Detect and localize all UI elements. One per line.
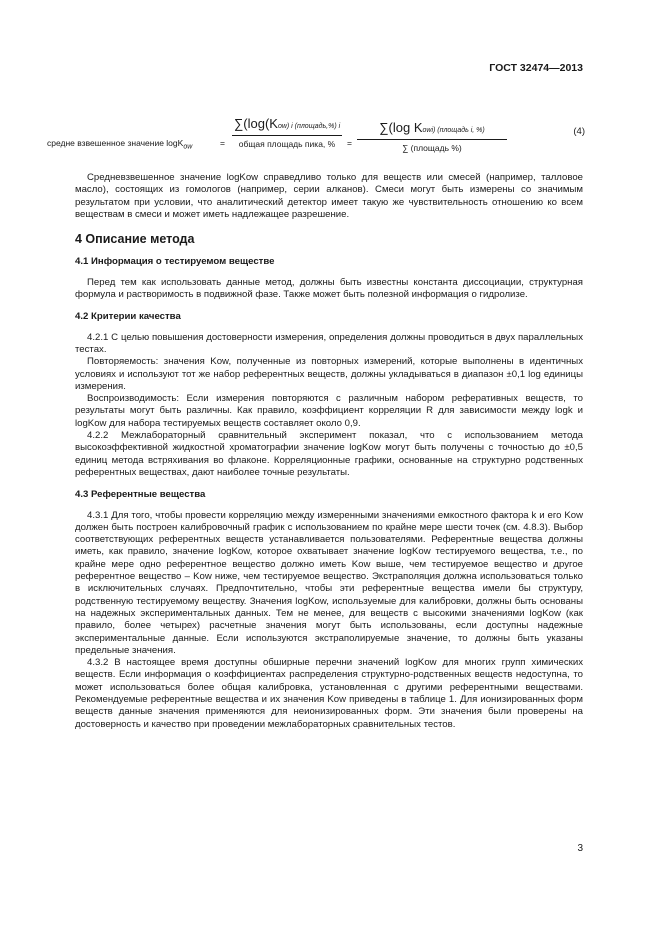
paragraph: 4.2.1 С целью повышения достоверности измерения, определения должны проводиться в двух параллельных тестах. [75, 331, 583, 355]
numerator-1: ∑(log(Kow) i (площадь,%) i [234, 116, 341, 131]
numerator-2: ∑(log Kowi) (площадь i, %) [379, 120, 485, 135]
formula-4 [47, 110, 587, 172]
equals-sign: = [347, 138, 352, 148]
paragraph: 4.3.2 В настоящее время доступны обширные перечни значений logKow для многих групп химических веществ. Если информация о коэффициентах распределения структурно-родственных веществ недоступна, то может использоваться более общая калибровка, установленная с другими референтными веществами. Рекомендуемые референтные вещества и их значения Kow приведены в таблице 1. Для ионизированных форм веществ данные значения применяются для неионизированных форм. Эти значения были проверены на достоверность и качество при проведении межлабораторных сравнительных тестов. [75, 657, 583, 730]
equals-sign: = [220, 138, 225, 148]
paragraph: 4.3.1 Для того, чтобы провести корреляцию между измеренными значениями емкостного фактора k и его Kow должен быть построен калибровочный график с использованием по крайне мере шести точек (см. 4.8.3). Выбор соответствующих референтных веществ устанавливается пользователями. Референтные вещества должны иметь, как правило, значение logKow, которое охватывает значение logKow тестируемого вещества, т.е., по крайне мере одно референтное вещество должно иметь Kow выше, чем тестируемое вещество и другое референтное вещество – Kow ниже, чем тестируемое вещество. Экстраполяция должна использоваться только в исключительных случаях. Предпочтительно, чтобы эти референтные вещества имели бы структуру, родственную тестируемому веществу. Значения logKow, используемые для калибровки, должны быть основаны на надежных экспериментальных данных. Тем не менее, для веществ с высокими значениями logKow (как правило, более четырех) расчетные значения могут быть использованы, если доступны надежные экспериментальные данные. Если используются экстраполируемые значение, то должны быть указаны предельные значения. [75, 509, 583, 656]
fraction-2 [357, 120, 507, 153]
page-number: 3 [577, 843, 583, 854]
subsection-heading: 4.1 Информация о тестируемом веществе [75, 256, 275, 268]
document-header: ГОСТ 32474—2013 [489, 62, 583, 74]
denominator-2: ∑ (площадь %) [402, 142, 462, 153]
equation-number: (4) [573, 126, 585, 137]
formula-label: средне взвешенное значение logK$_{ow}$ [47, 138, 193, 151]
subsection-heading: 4.2 Критерии качества [75, 311, 181, 323]
paragraph: Перед тем как использовать данные метод, должны быть известны константа диссоциации, структурная формула и растворимость в подвижной фазе. Также может быть полезной информация о гидролизе. [75, 276, 583, 301]
section-heading: 4 Описание метода [75, 232, 195, 247]
subsection-heading: 4.3 Референтные вещества [75, 489, 206, 501]
denominator-1: общая площадь пика, % [238, 138, 336, 149]
fraction-1 [232, 116, 342, 149]
paragraph: Воспроизводимость: Если измерения повторяются с различным набором реферативных веществ, то результаты могут быть различны. Как правило, коэффициент корреляции R для зависимости между logk и logKow для набора тестируемых веществ составляет около 0,9. [75, 393, 583, 429]
document-body [75, 172, 583, 731]
fraction-bar [232, 135, 342, 136]
paragraph: 4.2.2 Межлабораторный сравнительный эксперимент показал, что с использованием метода высокоэффективной жидкостной хроматографии значение logKow могут быть получены с точностью до ±0,5 единиц метода встряхивания во флаконе. Корреляционные графики, основанные на структурно родственных референтных веществах, дают наиболее точные результаты. [75, 430, 583, 478]
paragraph-weighted: Средневзвешенное значение logKow справедливо только для веществ или смесей (например, талловое масло), состоящих из гомологов (например, серии алканов). Смеси могут быть измерены со значимым результатом при условии, что аналитический детектор имеет такую же чувствительность отношению ко всем веществам в смеси и может иметь надлежащее разрешение. [75, 172, 583, 220]
fraction-bar [357, 139, 507, 140]
paragraph: Повторяемость: значения Kow, полученные из повторных измерений, которые выполнены в идентичных условиях и используют тот же набор референтных веществ, должны укладываться в диапазон ±0,1 log единицы измерения. [75, 356, 583, 392]
